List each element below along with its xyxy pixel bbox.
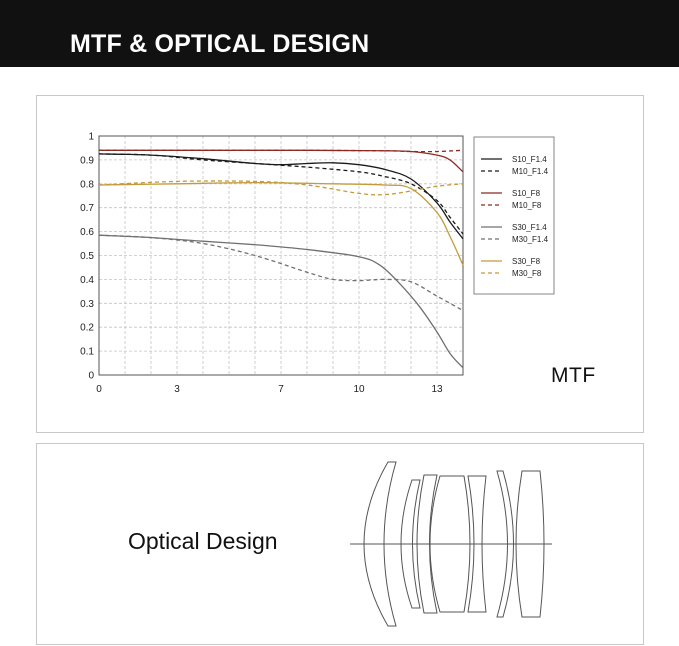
x-tick-label: 13: [431, 384, 443, 395]
mtf-label: MTF: [551, 364, 596, 387]
x-tick-label: 0: [96, 384, 102, 395]
legend-label: M10_F8: [512, 201, 542, 210]
y-tick-label: 0.4: [80, 274, 94, 286]
legend-label: S30_F8: [512, 257, 541, 266]
x-tick-label: 7: [278, 384, 284, 395]
optical-design-label: Optical Design: [128, 528, 278, 554]
y-tick-label: 0.6: [80, 227, 94, 239]
legend-label: S10_F1.4: [512, 155, 547, 164]
y-tick-label: 1: [88, 131, 94, 143]
y-tick-label: 0.8: [80, 179, 94, 191]
y-tick-label: 0: [88, 370, 94, 382]
page-title: MTF & OPTICAL DESIGN: [70, 30, 370, 58]
y-tick-label: 0.1: [80, 346, 94, 358]
legend-label: M30_F1.4: [512, 235, 549, 244]
y-tick-label: 0.9: [80, 155, 94, 167]
x-tick-label: 10: [353, 384, 365, 395]
x-tick-label: 3: [174, 384, 180, 395]
legend-label: S30_F1.4: [512, 223, 547, 232]
y-tick-label: 0.5: [80, 251, 94, 262]
y-tick-label: 0.7: [80, 203, 94, 215]
legend-label: S10_F8: [512, 189, 541, 198]
legend-label: M30_F8: [512, 269, 542, 278]
y-tick-label: 0.2: [80, 322, 94, 334]
y-tick-label: 0.3: [80, 298, 94, 310]
legend-label: M10_F1.4: [512, 167, 549, 176]
